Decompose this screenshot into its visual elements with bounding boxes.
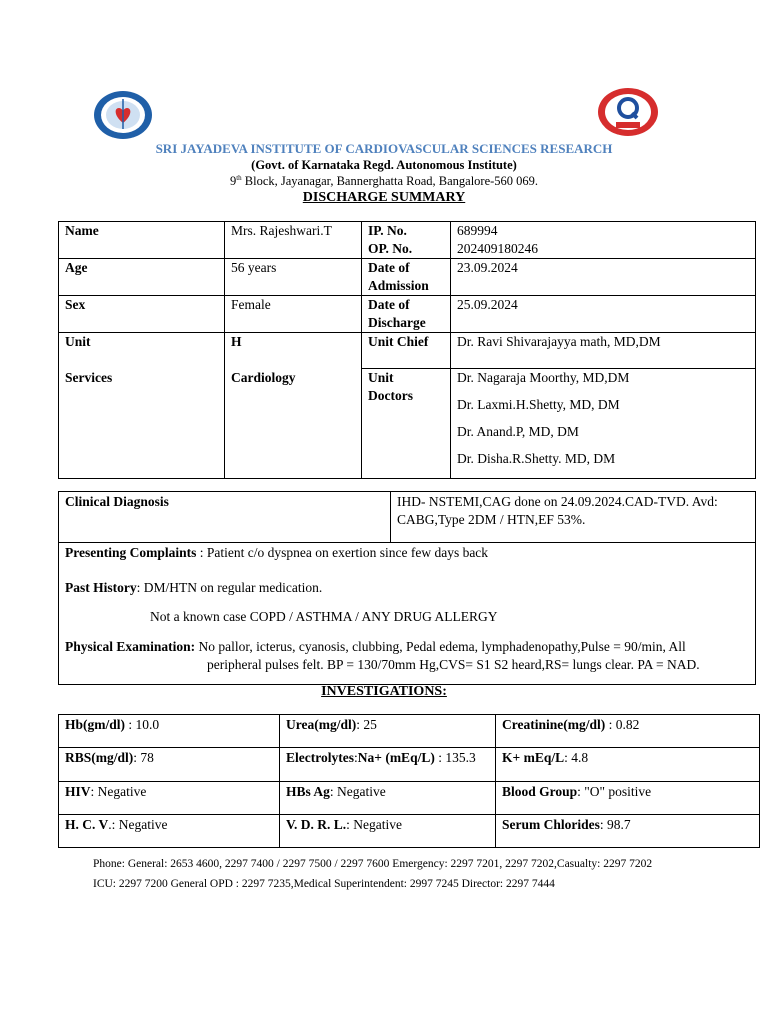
table-row bbox=[59, 715, 760, 748]
inv-creatinine: Creatinine(mg/dl) : 0.82 bbox=[496, 715, 760, 748]
inv-serum-chlorides: Serum Chlorides: 98.7 bbox=[496, 815, 760, 848]
dod-value: 25.09.2024 bbox=[451, 296, 756, 333]
investigations-title: INVESTIGATIONS: bbox=[321, 684, 447, 699]
doa-value: 23.09.2024 bbox=[451, 259, 756, 296]
footer-contacts-line: ICU: 2297 7200 General OPD : 2297 7235,Medical Superintendent: 2997 7245 Director: 2297 7444 bbox=[93, 878, 555, 890]
doctor-item: Dr. Anand.P, MD, DM bbox=[457, 424, 579, 439]
nabh-logo bbox=[596, 86, 660, 138]
unit-value: H bbox=[231, 334, 242, 349]
unit-doctors-list bbox=[451, 369, 756, 479]
clinical-details bbox=[59, 543, 756, 685]
table-row bbox=[59, 815, 760, 848]
unit-label: Unit bbox=[65, 334, 91, 349]
footer-phone-line: Phone: General: 2653 4600, 2297 7400 / 2297 7500 / 2297 7600 Emergency: 2297 7201, 2297 7202,Casualty: 2297 7202 bbox=[93, 858, 653, 870]
investigations-table bbox=[58, 714, 760, 848]
dod-label: Date of Discharge bbox=[362, 296, 451, 333]
doctor-item: Dr. Laxmi.H.Shetty, MD, DM bbox=[457, 397, 620, 412]
inv-hbsag: HBs Ag: Negative bbox=[280, 782, 496, 815]
op-label: OP. No. bbox=[368, 241, 413, 256]
document-title: DISCHARGE SUMMARY bbox=[302, 190, 466, 205]
services-value: Cardiology bbox=[231, 370, 296, 385]
inv-potassium: K+ mEq/L: 4.8 bbox=[496, 748, 760, 782]
past-history: Past History: DM/HTN on regular medication. bbox=[65, 580, 323, 595]
unit-services-label bbox=[59, 333, 225, 479]
unit-services-value bbox=[225, 333, 362, 479]
institute-subtitle: (Govt. of Karnataka Regd. Autonomous Institute) bbox=[251, 158, 517, 172]
ip-label: IP. No. bbox=[368, 223, 407, 238]
op-value: 202409180246 bbox=[457, 241, 538, 256]
doctor-item: Dr. Nagaraja Moorthy, MD,DM bbox=[457, 370, 630, 385]
age-value: 56 years bbox=[225, 259, 362, 296]
presenting-complaints: Presenting Complaints : Patient c/o dyspnea on exertion since few days back bbox=[65, 545, 489, 560]
doa-label: Date of Admission bbox=[362, 259, 451, 296]
table-row bbox=[59, 748, 760, 782]
table-row bbox=[59, 782, 760, 815]
ip-value: 689994 bbox=[457, 223, 498, 238]
name-value: Mrs. Rajeshwari.T bbox=[225, 222, 362, 259]
physical-examination: Physical Examination: No pallor, icterus, cyanosis, clubbing, Pedal edema, lymphadenopathy,Pulse = 90/min, All bbox=[65, 639, 686, 654]
address-number: 9 bbox=[229, 174, 237, 189]
name-label: Name bbox=[59, 222, 225, 259]
unit-doctors-label: Unit Doctors bbox=[362, 369, 451, 479]
ip-op-label bbox=[362, 222, 451, 259]
doctor-item: Dr. Disha.R.Shetty. MD, DM bbox=[457, 451, 616, 466]
physical-examination-cont: peripheral pulses felt. BP = 130/70mm Hg,CVS= S1 S2 heard,RS= lungs clear. PA = NAD. bbox=[207, 657, 700, 672]
institute-logo bbox=[92, 89, 154, 141]
address-suffix: th bbox=[236, 174, 242, 182]
diagnosis-value: IHD- NSTEMI,CAG done on 24.09.2024.CAD-TVD. Avd: CABG,Type 2DM / HTN,EF 53%. bbox=[391, 492, 756, 543]
inv-blood-group: Blood Group: "O" positive bbox=[496, 782, 760, 815]
address-rest: Block, Jayanagar, Bannerghatta Road, Bangalore-560 069. bbox=[241, 174, 539, 189]
diagnosis-label: Clinical Diagnosis bbox=[59, 492, 391, 543]
inv-rbs: RBS(mg/dl): 78 bbox=[59, 748, 280, 782]
inv-electrolytes: Electrolytes:Na+ (mEq/L) : 135.3 bbox=[280, 748, 496, 782]
institute-address bbox=[0, 174, 768, 189]
ip-op-value bbox=[451, 222, 756, 259]
inv-urea: Urea(mg/dl): 25 bbox=[280, 715, 496, 748]
unit-chief-label: Unit Chief bbox=[362, 333, 451, 369]
inv-hiv: HIV: Negative bbox=[59, 782, 280, 815]
services-label: Services bbox=[65, 370, 113, 385]
clinical-table bbox=[58, 491, 756, 685]
sex-value: Female bbox=[225, 296, 362, 333]
unit-chief-value: Dr. Ravi Shivarajayya math, MD,DM bbox=[451, 333, 756, 369]
not-known-case: Not a known case COPD / ASTHMA / ANY DRUG ALLERGY bbox=[150, 609, 498, 624]
inv-hcv: H. C. V.: Negative bbox=[59, 815, 280, 848]
age-label: Age bbox=[59, 259, 225, 296]
patient-info-table bbox=[58, 221, 756, 479]
sex-label: Sex bbox=[59, 296, 225, 333]
inv-hb: Hb(gm/dl) : 10.0 bbox=[59, 715, 280, 748]
institute-name: SRI JAYADEVA INSTITUTE OF CARDIOVASCULAR SCIENCES RESEARCH bbox=[155, 141, 613, 156]
inv-vdrl: V. D. R. L.: Negative bbox=[280, 815, 496, 848]
